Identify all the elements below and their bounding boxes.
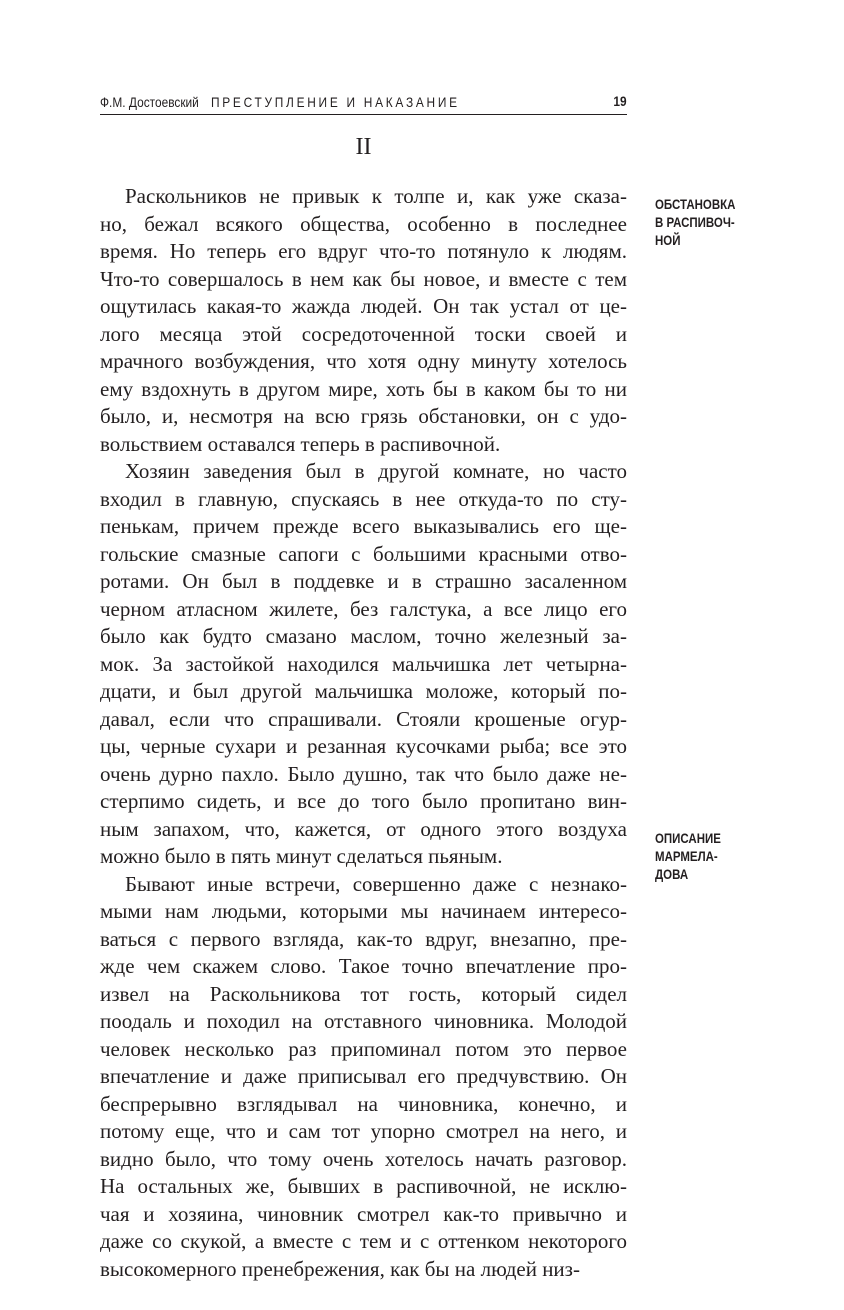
text-line: ему вздохнуть в другом мире, хоть бы в каком бы то ни	[100, 376, 627, 401]
text-line: человек несколько раз припоминал потом это первое	[100, 1036, 627, 1061]
text-line: Хозяин заведения был в другой комнате, но часто	[125, 459, 627, 483]
text-line: пенькам, причем прежде всего выказывались его ще-	[100, 514, 627, 538]
text-line: лого месяца этой сосредоточенной тоски своей и	[100, 321, 627, 346]
text-line: но, бежал всякого общества, особенно в последнее	[100, 211, 627, 236]
header-author: Ф.М. Достоевский	[100, 94, 199, 110]
margin-note-line: ДОВА	[655, 866, 689, 882]
text-line: Раскольников не привык к толпе и, как уже сказа-	[125, 184, 627, 208]
text-line: ощутилась какая-то жажда людей. Он так устал от це-	[100, 294, 627, 318]
text-line: цы, черные сухари и резанная кусочками рыба; все это	[100, 734, 627, 758]
text-line: впечатление и даже приписывал его предчувствию. Он	[100, 1064, 627, 1088]
text-line: мок. За застойкой находился мальчишка лет четырна-	[100, 651, 627, 676]
text-line: беспрерывно взглядывал на чиновника, конечно, и	[100, 1091, 627, 1116]
paragraph	[100, 183, 627, 458]
text-line: ваться с первого взгляда, как-то вдруг, внезапно, пре-	[100, 926, 627, 951]
chapter-number: II	[355, 134, 372, 160]
text-line: было, и, несмотря на всю грязь обстановки, он с удо-	[100, 404, 627, 428]
text-line: ротами. Он был в поддевке и в страшно засаленном	[100, 569, 627, 593]
body-text	[100, 183, 627, 1283]
text-line: мрачного возбуждения, что хотя одну минуту хотелось	[100, 349, 627, 373]
text-line: гольские смазные сапоги с большими красными отво-	[100, 541, 627, 566]
page-number: 19	[613, 93, 627, 109]
paragraph	[100, 458, 627, 871]
header-book-title: ПРЕСТУПЛЕНИЕ И НАКАЗАНИЕ	[211, 94, 460, 110]
margin-note-line: НОЙ	[655, 232, 681, 248]
text-line: даже со скукой, а вместе с тем и с оттенком некоторого	[100, 1229, 627, 1253]
text-line: можно было в пять минут сделаться пьяным.	[100, 844, 503, 868]
text-line: стерпимо сидеть, и все до того было пропитано вин-	[100, 789, 627, 813]
text-line: входил в главную, спускаясь в нее откуда-то по сту-	[100, 486, 627, 511]
text-line: высокомерного пренебрежения, как бы на людей низ-	[100, 1256, 580, 1281]
text-line: чая и хозяина, чиновник смотрел как-то привычно и	[100, 1201, 627, 1226]
text-line: дцати, и был другой мальчишка моложе, который по-	[100, 679, 627, 703]
margin-note-line: МАРМЕЛА-	[655, 848, 718, 864]
margin-note-line: ОБСТАНОВКА	[655, 196, 736, 212]
margin-note-setting	[655, 195, 735, 249]
text-line: извел на Раскольникова тот гость, который сидел	[100, 981, 627, 1006]
margin-note-line: ОПИСАНИЕ	[655, 830, 721, 846]
margin-note-marmeladov	[655, 829, 721, 883]
text-line: мыми нам людьми, которыми мы начинаем интересо-	[100, 899, 627, 923]
text-line: вольствием оставался теперь в распивочной.	[100, 431, 501, 456]
text-line: очень дурно пахло. Было душно, так что было даже не-	[100, 761, 627, 786]
text-line: Что-то совершалось в нем как бы новое, и вместе с тем	[100, 266, 627, 291]
paragraph	[100, 871, 627, 1284]
text-line: черном атласном жилете, без галстука, а все лицо его	[100, 596, 627, 621]
text-line: потому еще, что и сам тот упорно смотрел на него, и	[100, 1119, 627, 1143]
text-line: На остальных же, бывших в распивочной, не исклю-	[100, 1174, 627, 1198]
text-line: жде чем скажем слово. Такое точно впечатление про-	[100, 954, 627, 978]
text-line: ным запахом, что, кажется, от одного этого воздуха	[100, 816, 627, 841]
text-line: Бывают иные встречи, совершенно даже с незнако-	[125, 871, 627, 896]
text-line: видно было, что тому очень хотелось начать разговор.	[100, 1146, 627, 1171]
text-line: время. Но теперь его вдруг что-то потянуло к людям.	[100, 239, 627, 263]
text-line: было как будто смазано маслом, точно железный за-	[100, 624, 627, 648]
text-line: давал, если что спрашивали. Стояли крошеные огур-	[100, 706, 627, 731]
text-line: поодаль и походил на отставного чиновника. Молодой	[100, 1009, 627, 1033]
margin-note-line: В РАСПИВОЧ-	[655, 214, 735, 230]
running-header	[100, 92, 627, 115]
